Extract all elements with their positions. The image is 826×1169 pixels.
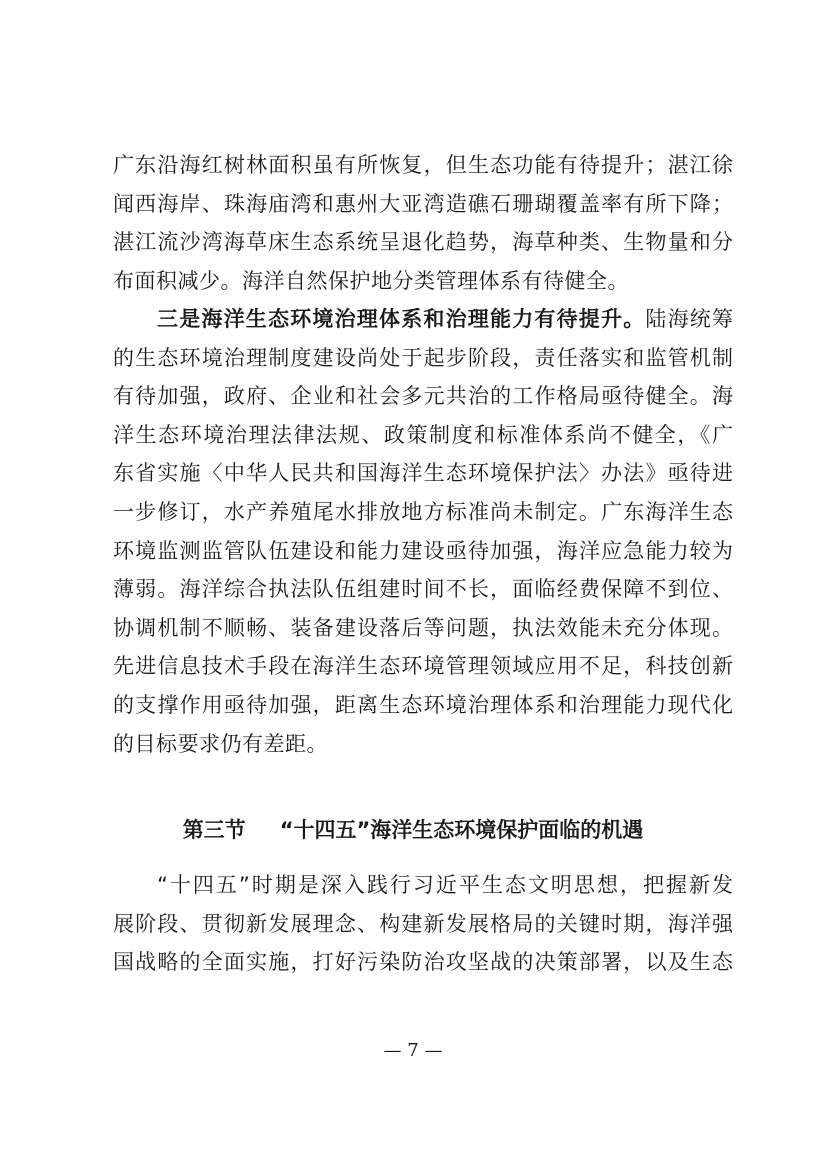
text-line: 有待加强，政府、企业和社会多元共治的工作格局亟待健全。海 <box>113 384 733 409</box>
page-number: — 7 — <box>383 1040 443 1061</box>
paragraph-opportunities <box>113 866 733 982</box>
text-line: 广东沿海红树林面积虽有所恢复，但生态功能有待提升；湛江徐 <box>113 153 733 177</box>
text-line: 环境监测监管队伍建设和能力建设亟待加强，海洋应急能力较为 <box>113 538 733 563</box>
text-line: 国战略的全面实施，打好污染防治攻坚战的决策部署，以及生态 <box>113 950 733 975</box>
section-number: 第三节 <box>182 818 246 842</box>
paragraph-lead-rest: 陆海统筹 <box>645 307 734 331</box>
text-line: “十四五”时期是深入践行习近平生态文明思想，把握新发 <box>157 873 733 897</box>
text-line: 一步修订，水产养殖尾水排放地方标准尚未制定。广东海洋生态 <box>113 499 733 524</box>
text-line: 洋生态环境治理法律法规、政策制度和标准体系尚不健全，《广 <box>113 422 733 447</box>
paragraph-mangrove-coral <box>113 146 733 300</box>
text-line: 布面积减少。海洋自然保护地分类管理体系有待健全。 <box>113 268 629 293</box>
text-line: 薄弱。海洋综合执法队伍组建时间不长，面临经费保障不到位、 <box>113 577 733 602</box>
text-line: 协调机制不顺畅、装备建设落后等问题，执法效能未充分体现。 <box>113 615 733 640</box>
text-line: 先进信息技术手段在海洋生态环境管理领域应用不足，科技创新 <box>113 654 733 679</box>
paragraph-governance <box>113 300 733 763</box>
section-heading <box>0 814 826 846</box>
text-line: 东省实施〈中华人民共和国海洋生态环境保护法〉办法》亟待进 <box>113 461 733 486</box>
paragraph-lead-bold: 三是海洋生态环境治理体系和治理能力有待提升。 <box>157 307 646 331</box>
text-line: 展阶段、贯彻新发展理念、构建新发展格局的关键时期，海洋强 <box>113 911 733 936</box>
text-line: 闻西海岸、珠海庙湾和惠州大亚湾造礁石珊瑚覆盖率有所下降； <box>113 191 733 216</box>
text-line: 湛江流沙湾海草床生态系统呈退化趋势，海草种类、生物量和分 <box>113 230 733 255</box>
text-line <box>113 300 733 339</box>
text-line: 的目标要求仍有差距。 <box>113 731 328 756</box>
section-title: “十四五”海洋生态环境保护面临的机遇 <box>279 818 644 842</box>
text-line: 的生态环境治理制度建设尚处于起步阶段，责任落实和监管机制 <box>113 345 733 370</box>
text-line: 的支撑作用亟待加强，距离生态环境治理体系和治理能力现代化 <box>113 692 733 717</box>
